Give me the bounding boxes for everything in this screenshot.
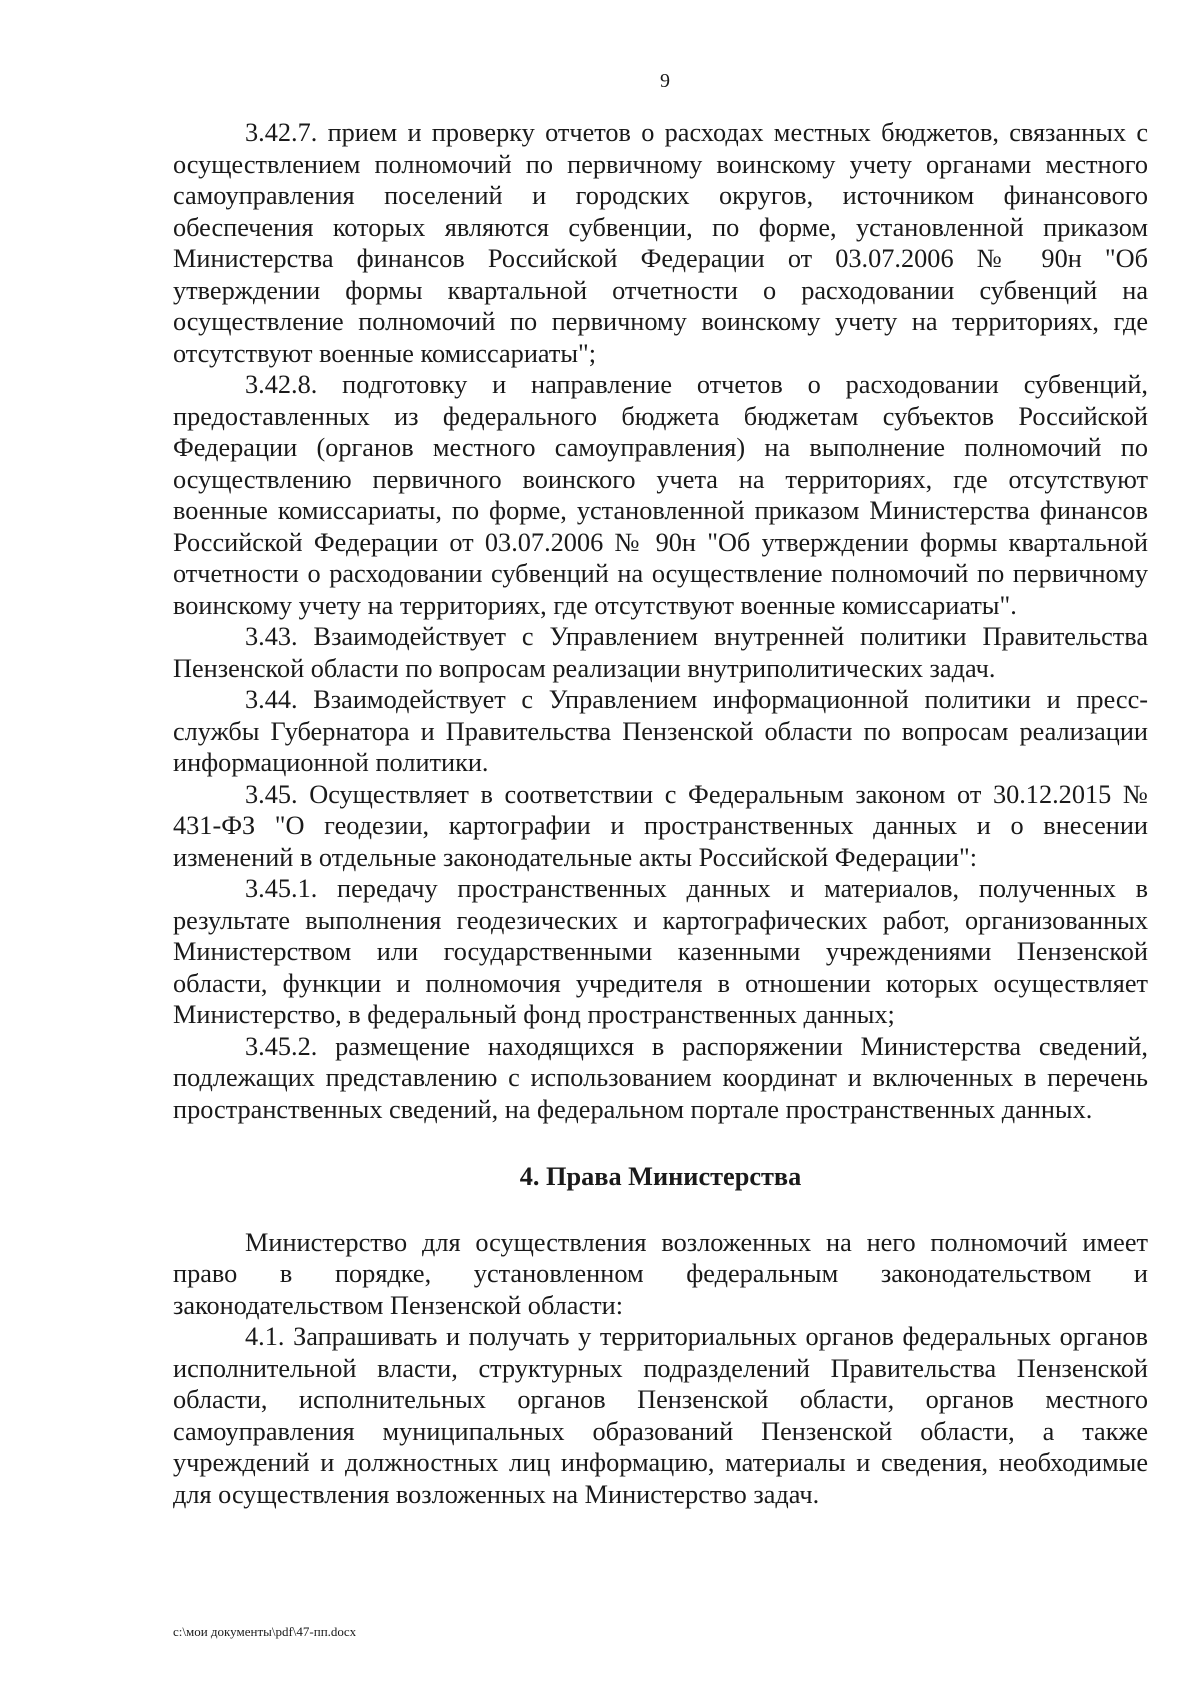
- paragraph-3-45: 3.45. Осуществляет в соответствии с Федеральным законом от 30.12.2015 № 431-ФЗ "О геодезии, картографии и пространственных данных и о внесении изменений в отдельные законодательные акты Российской Федерации":: [173, 779, 1148, 872]
- paragraph-4-1: 4.1. Запрашивать и получать у территориальных органов федеральных органов исполнительной власти, структурных подразделений Правительства Пензенской области, исполнительных органов Пензенской области, органов местного самоуправления муниципальных образований Пензенской области, а также учреждений и должностных лиц информацию, материалы и сведения, необходимые для осуществления возложенных на Министерство задач.: [173, 1322, 1148, 1509]
- document-body: [173, 117, 1148, 1510]
- paragraph-3-42-7: 3.42.7. прием и проверку отчетов о расходах местных бюджетов, связанных с осуществлением полномочий по первичному воинскому учету органами местного самоуправления поселений и городских округов, источником финансового обеспечения которых являются субвенции, по форме, установленной приказом Министерства финансов Российской Федерации от 03.07.2006 № 90н "Об утверждении формы квартальной отчетности о расходовании субвенций на осуществление полномочий по первичному воинскому учету на территориях, где отсутствуют военные комиссариаты";: [173, 118, 1148, 368]
- section-heading: 4. Права Министерства: [519, 1162, 802, 1191]
- paragraph-3-45-2: 3.45.2. размещение находящихся в распоряжении Министерства сведений, подлежащих представлению с использованием координат и включенных в перечень пространственных сведений, на федеральном портале пространственных данных.: [173, 1031, 1148, 1124]
- paragraph-3-43: 3.43. Взаимодействует с Управлением внутренней политики Правительства Пензенской области по вопросам реализации внутриполитических задач.: [173, 622, 1148, 683]
- page-number: 9: [660, 70, 670, 92]
- paragraph-3-45-1: 3.45.1. передачу пространственных данных и материалов, полученных в результате выполнения геодезических и картографических работ, организованных Министерством или государственными казенными учреждениями Пензенской области, функции и полномочия учредителя в отношении которых осуществляет Министерство, в федеральный фонд пространственных данных;: [173, 874, 1148, 1029]
- paragraph-3-44: 3.44. Взаимодействует с Управлением информационной политики и пресс-службы Губернатора и Правительства Пензенской области по вопросам реализации информационной политики.: [173, 685, 1148, 777]
- paragraph-3-42-8: 3.42.8. подготовку и направление отчетов о расходовании субвенций, предоставленных из федерального бюджета бюджетам субъектов Российской Федерации (органов местного самоуправления) на выполнение полномочий по осуществлению первичного воинского учета на территориях, где отсутствуют военные комиссариаты, по форме, установленной приказом Министерства финансов Российской Федерации от 03.07.2006 № 90н "Об утверждении формы квартальной отчетности о расходовании субвенций на осуществление полномочий по первичному воинскому учету на территориях, где отсутствуют военные комиссариаты".: [173, 370, 1148, 620]
- footer-file-path: c:\мои документы\pdf\47-пп.docx: [173, 1624, 357, 1639]
- paragraph-rights-intro: Министерство для осуществления возложенных на него полномочий имеет право в порядке, установленном федеральным законодательством и законодательством Пензенской области:: [173, 1227, 1148, 1320]
